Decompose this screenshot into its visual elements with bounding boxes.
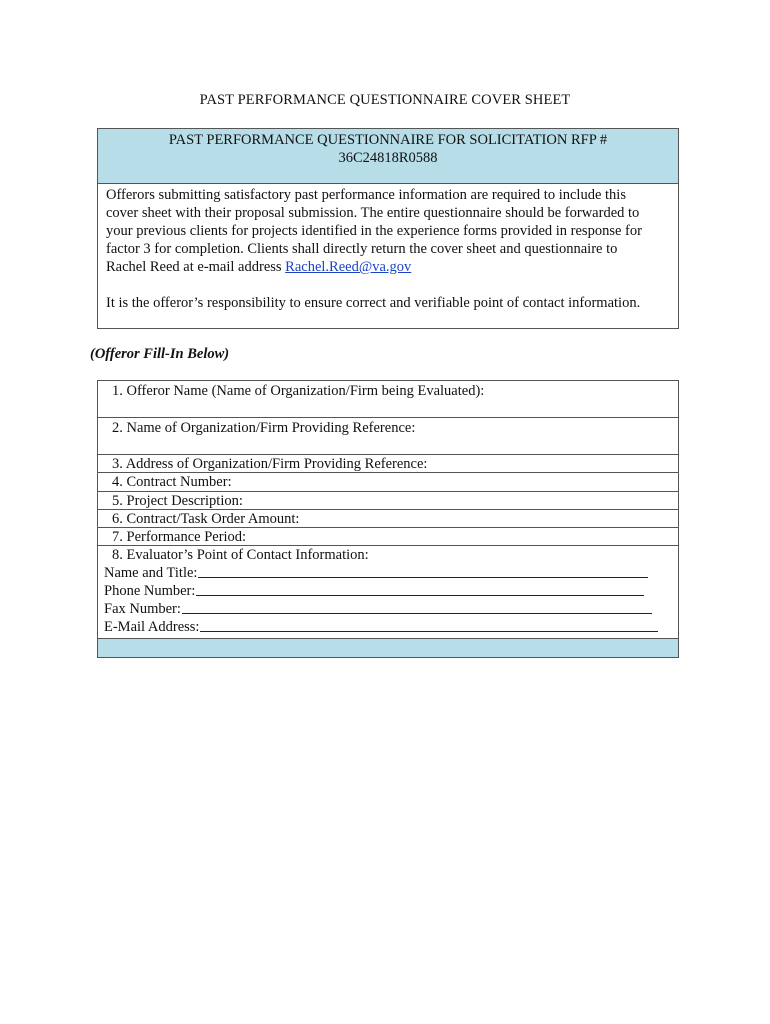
field-evaluator-contact xyxy=(98,546,678,639)
instructions-paragraph xyxy=(106,186,670,276)
field-performance-period[interactable]: 7. Performance Period: xyxy=(98,528,678,546)
fax-blank[interactable] xyxy=(182,613,652,614)
email-label: E-Mail Address: xyxy=(104,619,200,636)
field-project-description[interactable]: 5. Project Description: xyxy=(98,492,678,510)
intro-table xyxy=(97,128,679,329)
fax-label: Fax Number: xyxy=(104,601,181,618)
field-contract-number[interactable]: 4. Contract Number: xyxy=(98,473,678,491)
phone-blank[interactable] xyxy=(196,595,644,596)
solicitation-title: PAST PERFORMANCE QUESTIONNAIRE FOR SOLICITATION RFP # xyxy=(168,132,608,148)
responsibility-paragraph: It is the offeror’s responsibility to ensure correct and verifiable point of contact information. xyxy=(106,295,641,311)
fax-line[interactable] xyxy=(104,600,670,618)
name-title-line[interactable] xyxy=(104,564,670,582)
field-reference-address[interactable]: 3. Address of Organization/Firm Providing Reference: xyxy=(98,455,678,473)
email-link[interactable]: Rachel.Reed@va.gov xyxy=(285,259,412,275)
intro-body xyxy=(98,184,678,328)
instructions-line: factor 3 for completion. Clients shall directly return the cover sheet and questionnaire to xyxy=(106,241,618,257)
instructions-line: your previous clients for projects identified in the experience forms provided in response for xyxy=(106,223,642,239)
field-contract-amount[interactable]: 6. Contract/Task Order Amount: xyxy=(98,510,678,528)
instructions-line: Offerors submitting satisfactory past performance information are required to include this xyxy=(106,187,626,203)
field-offeror-name[interactable]: 1. Offeror Name (Name of Organization/Firm being Evaluated): xyxy=(98,381,678,418)
fill-in-table xyxy=(97,380,679,658)
email-blank[interactable] xyxy=(200,631,658,632)
page-title: PAST PERFORMANCE QUESTIONNAIRE COVER SHEET xyxy=(199,92,571,108)
instructions-line: cover sheet with their proposal submission. The entire questionnaire should be forwarded to xyxy=(106,205,640,221)
name-title-blank[interactable] xyxy=(198,577,648,578)
phone-line[interactable] xyxy=(104,582,670,600)
fill-in-label: (Offeror Fill-In Below) xyxy=(90,346,230,362)
field-reference-organization[interactable]: 2. Name of Organization/Firm Providing Reference: xyxy=(98,418,678,455)
instructions-line: Rachel Reed at e-mail address xyxy=(106,259,286,275)
solicitation-number: 36C24818R0588 xyxy=(338,150,438,166)
phone-label: Phone Number: xyxy=(104,583,196,600)
email-line[interactable] xyxy=(104,618,670,636)
evaluator-contact-heading: 8. Evaluator’s Point of Contact Information: xyxy=(112,547,369,564)
table-footer-bar xyxy=(98,639,678,657)
intro-header xyxy=(98,129,678,184)
name-title-label: Name and Title: xyxy=(104,565,198,582)
